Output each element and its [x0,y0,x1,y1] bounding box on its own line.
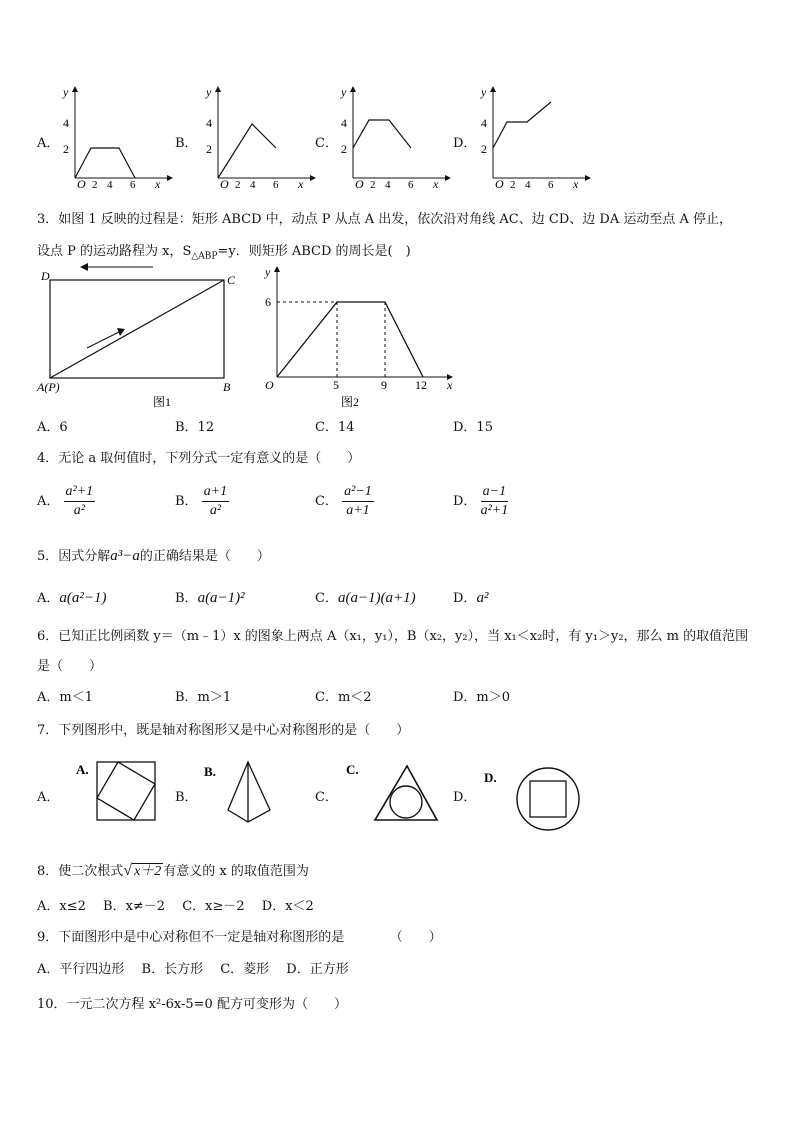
q7-figure-d-label: D. [484,770,497,785]
x-tick-4: 4 [385,179,391,190]
q2-graph-a-line [75,148,135,178]
q6-option-a[interactable]: A．m＜1 [37,690,93,705]
y-axis-label: y [206,85,212,99]
q7-figure-c[interactable] [340,758,445,828]
q3-figure-2 [255,262,460,412]
origin-label: O [355,177,364,190]
y-tick-6: 6 [265,295,271,309]
q3-option-a[interactable]: A．6 [37,420,68,435]
x-tick-6: 6 [130,179,136,190]
x-tick-2: 2 [92,179,98,190]
q6-stem-line1: 6．已知正比例函数 y＝（m﹣1）x 的图象上两点 A（x₁，y₁），B（x₂，y₂），当 x₁＜x₂时，有 y₁＞y₂，那么 m 的取值范围 [37,629,749,644]
q3-option-c[interactable]: C．14 [315,420,355,435]
x-axis-label: x [573,177,579,190]
q6-option-d[interactable]: D．m＞0 [453,690,511,705]
q9-options[interactable]: A．平行四边形 B．长方形 C．菱形 D．正方形 [37,962,349,977]
y-tick-2: 2 [481,142,487,156]
q7-option-c-letter: C． [315,790,338,805]
q5-option-a[interactable] [37,587,107,607]
x-tick-4: 4 [250,179,256,190]
x-tick-2: 2 [235,179,241,190]
label-b: B [223,380,231,394]
x-tick-6: 6 [408,179,414,190]
q3-stem-part-b: =y．则矩形 ABCD 的周长是( ) [217,244,411,259]
q3-stem-part-a: 设点 P 的运动路程为 x，S [37,244,192,259]
q2-graph-a[interactable] [55,84,175,190]
q5-option-b-expr: a(a−1)² [197,590,245,606]
x-tick-4: 4 [107,179,113,190]
q4-option-b-fraction: $\frac{a+1}{\text{a²}}$ [203,484,228,518]
diagonal-ac [50,280,224,378]
label-a: A(P) [37,380,60,394]
q2-option-d-letter: D． [453,136,477,151]
q7-figure-a-label: A. [76,762,89,777]
q4-stem: 4．无论 a 取何值时，下列分式一定有意义的是（ ） [37,451,361,466]
figure-1-caption: 图1 [153,395,172,409]
y-tick-2: 2 [63,142,69,156]
q5-option-c-letter: C． [315,591,338,606]
q5-option-c-expr: a(a−1)(a+1) [337,590,416,606]
y-axis-label: y [341,85,347,99]
q3-option-b[interactable]: B．12 [175,420,215,435]
q3-stem-subscript: △ABP [191,251,218,262]
q2-graph-d-line [493,102,551,148]
label-d: D [41,269,50,283]
origin-label: O [265,378,274,392]
q4-option-d-letter: D． [453,494,477,509]
q7-figure-b-label: B. [204,764,216,779]
origin-label: O [495,177,504,190]
q4-option-d[interactable] [453,484,508,519]
q10-stem: 10．一元二次方程 x²-6x-5=0 配方可变形为（ ） [37,997,347,1012]
q2-graph-c[interactable] [333,84,453,190]
q4-option-c-fraction: $\frac{\text{a²−1}}{a+1}$ [344,484,372,518]
q4-option-d-fraction: $\frac{a-1}{\text{a²+1}}$ [480,484,509,518]
y-tick-2: 2 [341,142,347,156]
q4-option-a-letter: A． [37,494,60,509]
figure-2-caption: 图2 [341,395,360,409]
x-axis-label: x [298,177,304,190]
q5-stem [37,545,270,565]
q7-option-a-letter: A． [37,790,60,805]
q4-option-c[interactable] [315,484,374,519]
q7-figure-b[interactable] [200,758,285,828]
q2-graph-b[interactable] [198,84,318,190]
q7-option-b-letter: B． [175,790,198,805]
q3-stem-line1: 3．如图 1 反映的过程是：矩形 ABCD 中，动点 P 从点 A 出发，依次沿对角线 AC、边 CD、边 DA 运动至点 A 停止， [37,212,732,227]
q2-graph-c-line [353,120,411,148]
q5-option-a-expr: a(a²−1) [59,590,107,606]
q5-option-d-letter: D． [453,591,477,606]
q2-option-b-letter: B． [175,136,198,151]
q2-option-a-letter: A． [37,136,60,151]
x-axis-label: x [433,177,439,190]
x-axis-label: x [155,177,161,190]
q6-option-c[interactable]: C．m＜2 [315,690,372,705]
x-tick-2: 2 [370,179,376,190]
x-tick-6: 6 [273,179,279,190]
y-tick-4: 4 [206,116,212,130]
q4-option-a[interactable] [37,484,95,519]
y-axis-label: y [265,265,271,279]
figure-2-graph-line [277,302,423,377]
q8-stem-part-b: 有意义的 x 的取值范围为 [163,864,309,879]
x-axis-label: x [447,378,453,392]
q7-figure-a[interactable] [70,758,165,828]
q5-option-b-letter: B． [175,591,198,606]
q9-stem: 9．下面图形中是中心对称但不一定是轴对称图形的是 （ ） [37,930,442,945]
q7-figure-c-label: C. [346,762,359,777]
q7-stem: 7．下列图形中，既是轴对称图形又是中心对称图形的是（ ） [37,723,410,738]
x-tick-2: 2 [510,179,516,190]
q5-option-c[interactable] [315,587,416,607]
y-axis-label: y [63,85,69,99]
q5-option-a-letter: A． [37,591,60,606]
x-tick-6: 6 [548,179,554,190]
q8-stem [37,860,309,880]
y-tick-4: 4 [63,116,69,130]
x-tick-12: 12 [415,378,427,392]
q3-option-d[interactable]: D．15 [453,420,493,435]
x-tick-9: 9 [381,378,387,392]
q2-graph-b-line [218,124,276,178]
q8-options[interactable]: A．x≤2 B．x≠－2 C．x≥－2 D．x＜2 [37,899,314,914]
q6-option-b[interactable]: B．m＞1 [175,690,232,705]
q5-option-d-expr: a² [476,590,489,606]
y-tick-4: 4 [481,116,487,130]
label-c: C [227,273,236,287]
y-tick-4: 4 [341,116,347,130]
q4-option-b[interactable] [175,484,229,519]
y-tick-2: 2 [206,142,212,156]
q8-radicand: x＋2 [134,864,162,879]
q5-stem-part-a: 5．因式分解 [37,549,111,564]
x-tick-5: 5 [333,378,339,392]
q4-option-a-fraction: $\frac{\text{a²+1}}{\text{a²}}$ [65,484,94,518]
x-tick-4: 4 [525,179,531,190]
q5-option-b[interactable] [175,587,245,607]
q8-stem-part-a: 8．使二次根式 [37,864,124,879]
q2-option-c-letter: C． [315,136,338,151]
origin-label: O [77,177,86,190]
q4-option-c-letter: C． [315,494,338,509]
q2-graph-d[interactable] [473,84,593,190]
q4-option-b-letter: B． [175,494,198,509]
q6-stem-line2: 是（ ） [37,659,103,674]
q5-stem-expression: a³−a [110,548,140,564]
q5-option-d[interactable] [453,587,488,607]
y-axis-label: y [481,85,487,99]
q7-option-d-letter: D． [453,790,477,805]
radical-sign: √ [123,862,133,879]
q3-figure-1 [35,258,250,410]
q5-stem-part-b: 的正确结果是（ ） [139,549,270,564]
origin-label: O [220,177,229,190]
q7-figure-d[interactable] [480,764,600,834]
